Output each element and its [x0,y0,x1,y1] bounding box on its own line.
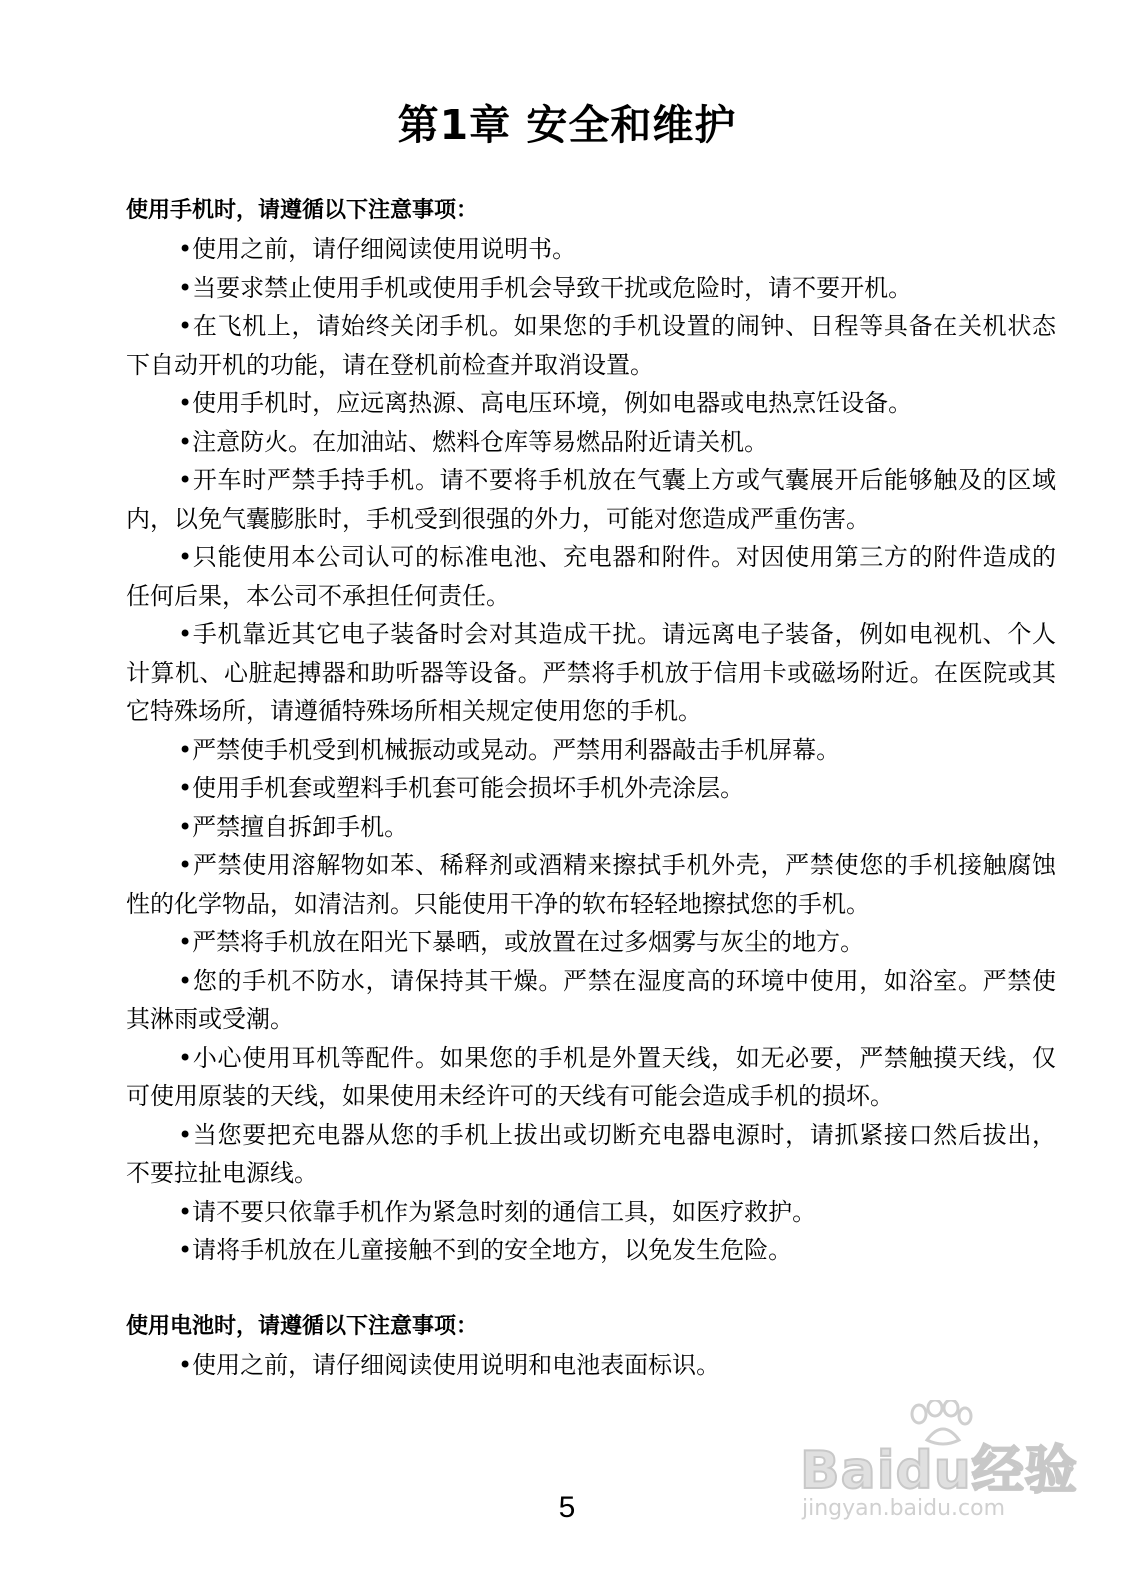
list-item: •使用之前，请仔细阅读使用说明和电池表面标识。 [178,1350,721,1379]
phone-precautions-list [126,230,1056,1270]
list-item: •请不要只依靠手机作为紧急时刻的通信工具，如医疗救护。 [178,1197,817,1226]
battery-precautions-list [126,1346,1056,1385]
watermark-site: jingyan.baidu.com [802,1496,1006,1521]
watermark-brand: Baidu经验 [800,1441,1078,1501]
list-item: •开车时严禁手持手机。请不要将手机放在气囊上方或气囊展开后能够触及的区域内，以免气囊膨胀时，手机受到很强的外力，可能对您造成严重伤害。 [126,466,1056,533]
phone-section-heading: 使用手机时，请遵循以下注意事项： [126,198,479,223]
list-item: •手机靠近其它电子装备时会对其造成干扰。请远离电子装备，例如电视机、个人计算机、心脏起搏器和助听器等设备。严禁将手机放于信用卡或磁场附近。在医院或其它特殊场所，请遵循特殊场所相关规定使用您的手机。 [126,620,1056,725]
watermark [800,1400,1078,1560]
list-item: •使用手机时，应远离热源、高电压环境，例如电器或电热烹饪设备。 [178,389,913,417]
list-item: •请将手机放在儿童接触不到的安全地方，以免发生危险。 [178,1236,793,1264]
list-item: •注意防火。在加油站、燃料仓库等易燃品附近请关机。 [178,427,769,456]
list-item: •使用手机套或塑料手机套可能会损坏手机外壳涂层。 [178,774,745,802]
page-content [126,192,1056,1384]
list-item: •当您要把充电器从您的手机上拔出或切断充电器电源时，请抓紧接口然后拔出，不要拉扯电源线。 [126,1120,1056,1187]
page-number: 5 [558,1491,576,1524]
list-item: •严禁擅自拆卸手机。 [178,812,409,841]
list-item: •小心使用耳机等配件。如果您的手机是外置天线，如无必要，严禁触摸天线，仅可使用原装的天线，如果使用未经许可的天线有可能会造成手机的损坏。 [126,1043,1056,1110]
list-item: •严禁将手机放在阳光下暴晒，或放置在过多烟雾与灰尘的地方。 [178,928,865,956]
list-item: •严禁使用溶解物如苯、稀释剂或酒精来擦拭手机外壳，严禁使您的手机接触腐蚀性的化学物品，如清洁剂。只能使用干净的软布轻轻地擦拭您的手机。 [126,851,1056,918]
section-spacer [126,1270,1056,1308]
list-item: •使用之前，请仔细阅读使用说明书。 [178,235,577,263]
list-item: •在飞机上，请始终关闭手机。如果您的手机设置的闹钟、日程等具备在关机状态下自动开机的功能，请在登机前检查并取消设置。 [126,312,1056,379]
list-item: •严禁使手机受到机械振动或晃动。严禁用利器敲击手机屏幕。 [178,735,841,764]
list-item: •您的手机不防水，请保持其干燥。严禁在湿度高的环境中使用，如浴室。严禁使其淋雨或受潮。 [126,966,1056,1033]
page-title: 第1章 安全和维护 [397,101,737,149]
list-item: •当要求禁止使用手机或使用手机会导致干扰或危险时，请不要开机。 [178,273,913,302]
battery-section-heading: 使用电池时，请遵循以下注意事项： [126,1313,479,1339]
list-item: •只能使用本公司认可的标准电池、充电器和附件。对因使用第三方的附件造成的任何后果，本公司不承担任何责任。 [126,543,1056,610]
